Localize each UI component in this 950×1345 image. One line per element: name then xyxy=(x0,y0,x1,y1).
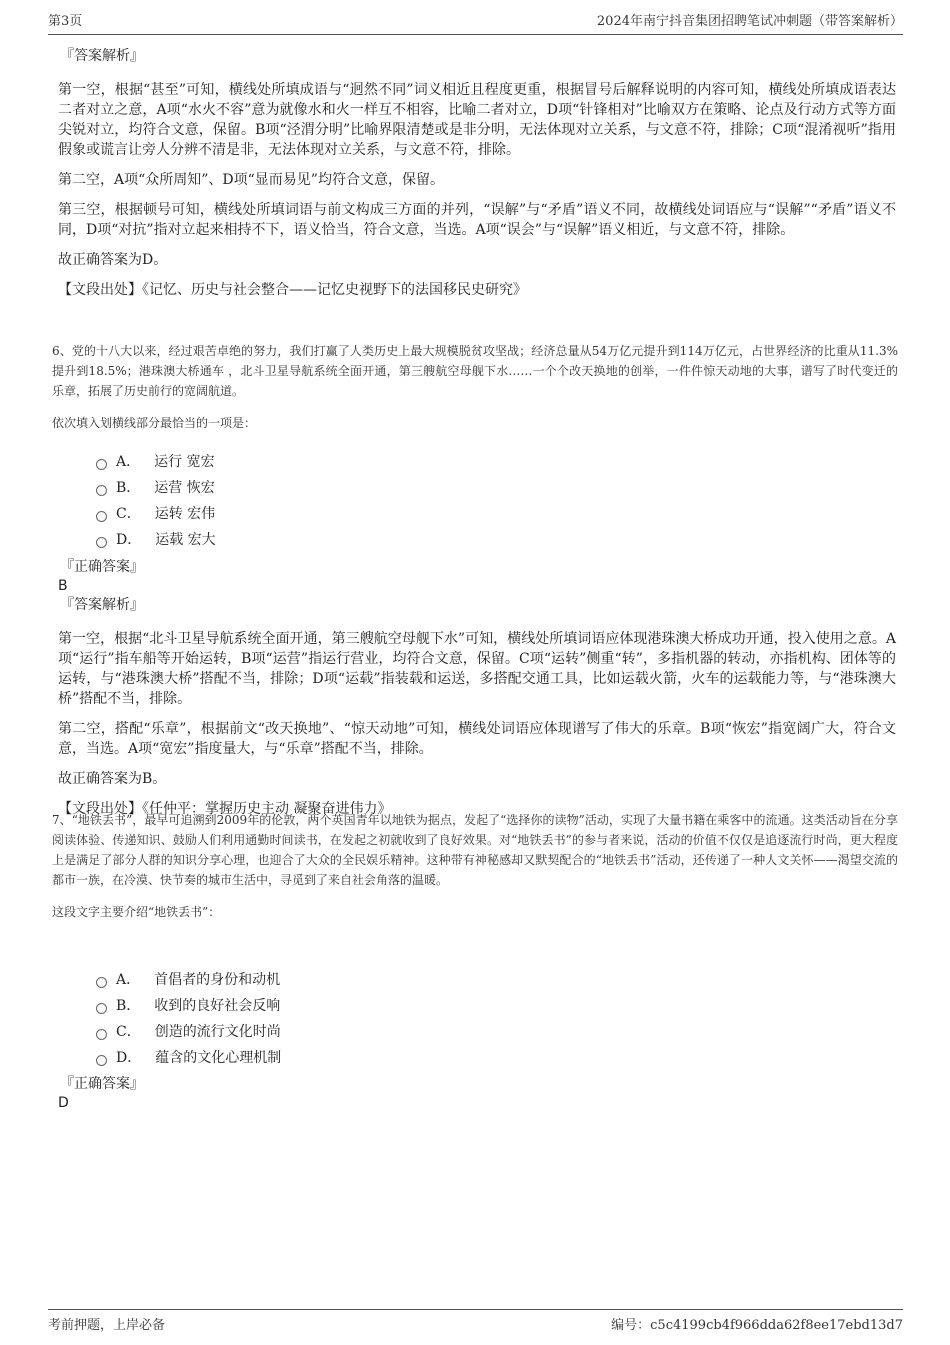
footer-slogan: 考前押题，上岸必备 xyxy=(48,1318,166,1333)
radio-icon[interactable] xyxy=(96,537,107,548)
page-number: 第3页 xyxy=(48,14,83,29)
q7-option-a[interactable]: A． 首倡者的身份和动机 xyxy=(96,967,281,993)
q5-source: 【文段出处】《记忆、历史与社会整合——记忆史视野下的法国移民史研究》 xyxy=(58,282,527,298)
q6-answer-label: 『正确答案』 xyxy=(60,559,144,575)
q5-analysis-para-1: 第一空，根据“甚至”可知，横线处所填成语与“迥然不同”词义相近且程度更重，根据冒号后解释说明的内容可知，横线处所填成语表达二者对立之意，A项“水火不容”意为就像水和火一样互不相容，比喻二者对立，D项“针锋相对”比喻双方在策略、论点及行动方式等方面尖锐对立，均符合文意，保留。B项“泾渭分明”比喻界限清楚或是非分明，无法体现对立关系，与文意不符，排除；C项“混淆视听”指用假象或谎言让旁人分辨不清是非，无法体现对立关系，与文意不符，排除。 xyxy=(58,82,896,158)
footer-code: 编号：c5c4199cb4f966dda62f8ee17ebd13d7 xyxy=(611,1318,903,1333)
q6-option-d[interactable]: D． 运载 宏大 xyxy=(96,527,216,553)
q5-analysis-para-2: 第二空，A项“众所周知”、D项“显而易见”均符合文意，保留。 xyxy=(58,172,444,188)
q7-option-b[interactable]: B． 收到的良好社会反响 xyxy=(96,993,281,1019)
q6-options xyxy=(96,449,216,553)
radio-icon[interactable] xyxy=(96,459,107,470)
q6-option-a[interactable]: A． 运行 宽宏 xyxy=(96,449,216,475)
radio-icon[interactable] xyxy=(96,485,107,496)
page-header xyxy=(48,12,903,35)
question-7 xyxy=(52,810,898,922)
q7-option-c[interactable]: C． 创造的流行文化时尚 xyxy=(96,1019,281,1045)
q6-option-c[interactable]: C． 运转 宏伟 xyxy=(96,501,216,527)
q6-analysis-para-1: 第一空，根据“北斗卫星导航系统全面开通，第三艘航空母舰下水”可知，横线处所填词语应体现港珠澳大桥成功开通，投入使用之意。A项“运行”指车船等开始运转，B项“运营”指运行营业，均符合文意，保留。C项“运转”侧重“转”，多指机器的转动，亦指机构、团体等的运转，与“港珠澳大桥”搭配不当，排除；D项“运载”指装载和运送，多搭配交通工具，比如运载火箭，火车的运载能力等，与“港珠澳大桥”搭配不当，排除。 xyxy=(58,631,896,707)
q6-text: 6、党的十八大以来，经过艰苦卓绝的努力，我们打赢了人类历史上最大规模脱贫攻坚战；经济总量从54万亿元提升到114万亿元，占世界经济的比重从11.3%提升到18.5%；港珠澳大桥通车 ，北斗卫星导航系统全面开通，第三艘航空母舰下水……一个个改天换地的创举，一件件惊天动地的大事，谱写了时代变迁的 乐章，拓展了历史前行的宽阔航道。 xyxy=(52,344,898,398)
radio-icon[interactable] xyxy=(96,977,107,988)
q6-analysis-label: 『答案解析』 xyxy=(60,597,144,613)
q6-source: 【文段出处】《任仲平：掌握历史主动 凝聚奋进伟力》 xyxy=(58,801,392,817)
q5-conclusion: 故正确答案为D。 xyxy=(58,252,168,268)
q6-conclusion: 故正确答案为B。 xyxy=(58,771,167,787)
q7-answer-section xyxy=(58,1074,896,1112)
page-footer xyxy=(48,1309,903,1333)
radio-icon[interactable] xyxy=(96,1029,107,1040)
q6-prompt: 依次填入划横线部分最恰当的一项是： xyxy=(52,416,257,430)
q6-answer: B xyxy=(58,578,68,594)
q6-option-b[interactable]: B． 运营 恢宏 xyxy=(96,475,216,501)
q7-option-d[interactable]: D． 蕴含的文化心理机制 xyxy=(96,1045,281,1071)
q5-analysis xyxy=(58,46,896,300)
radio-icon[interactable] xyxy=(96,1055,107,1066)
radio-icon[interactable] xyxy=(96,1003,107,1014)
question-6 xyxy=(52,341,898,433)
q5-analysis-label: 『答案解析』 xyxy=(60,48,144,64)
q5-analysis-para-3: 第三空，根据顿号可知，横线处所填词语与前文构成三方面的并列，“误解”与“矛盾”语义不同，故横线处词语应与“误解”“矛盾”语义不同，D项“对抗”指对立起来相持不下，语义恰当，符合文意，当选。A项“误会”与“误解”语义相近，与文意不符，排除。 xyxy=(58,202,896,238)
q7-text: 7、“地铁丢书”，最早可追溯到2009年的伦敦，两个英国青年以地铁为据点，发起了“选择你的读物”活动，实现了大量书籍在乘客中的流通。这类活动旨在分享阅读体验、传递知识、鼓励人们利用通勤时间读书，在发起之初就收到了良好效果。对“地铁丢书”的参与者来说，活动的价值不仅仅是追逐流行时尚，更大程度上是满足了部分人群的知识分享心理，也迎合了大众的全民娱乐精神。这种带有神秘感却又默契配合的“地铁丢书”活动，还传递了一种人文关怀——渴望交流的都市一族，在冷漠、快节奏的城市生活中，寻觅到了来自社会角落的温暖。 xyxy=(52,813,898,887)
radio-icon[interactable] xyxy=(96,511,107,522)
q7-prompt: 这段文字主要介绍“地铁丢书”： xyxy=(52,905,221,919)
q6-answer-section xyxy=(58,557,896,819)
q6-analysis-para-2: 第二空，搭配“乐章”，根据前文“改天换地”、“惊天动地”可知，横线处词语应体现谱写了伟大的乐章。B项“恢宏”指宽阔广大，符合文意，当选。A项“宽宏”指度量大，与“乐章”搭配不当，排除。 xyxy=(58,721,896,757)
q7-answer-label: 『正确答案』 xyxy=(60,1076,144,1092)
document-title: 2024年南宁抖音集团招聘笔试冲刺题（带答案解析） xyxy=(596,14,903,29)
q7-options xyxy=(96,967,281,1071)
q7-answer: D xyxy=(58,1095,69,1111)
